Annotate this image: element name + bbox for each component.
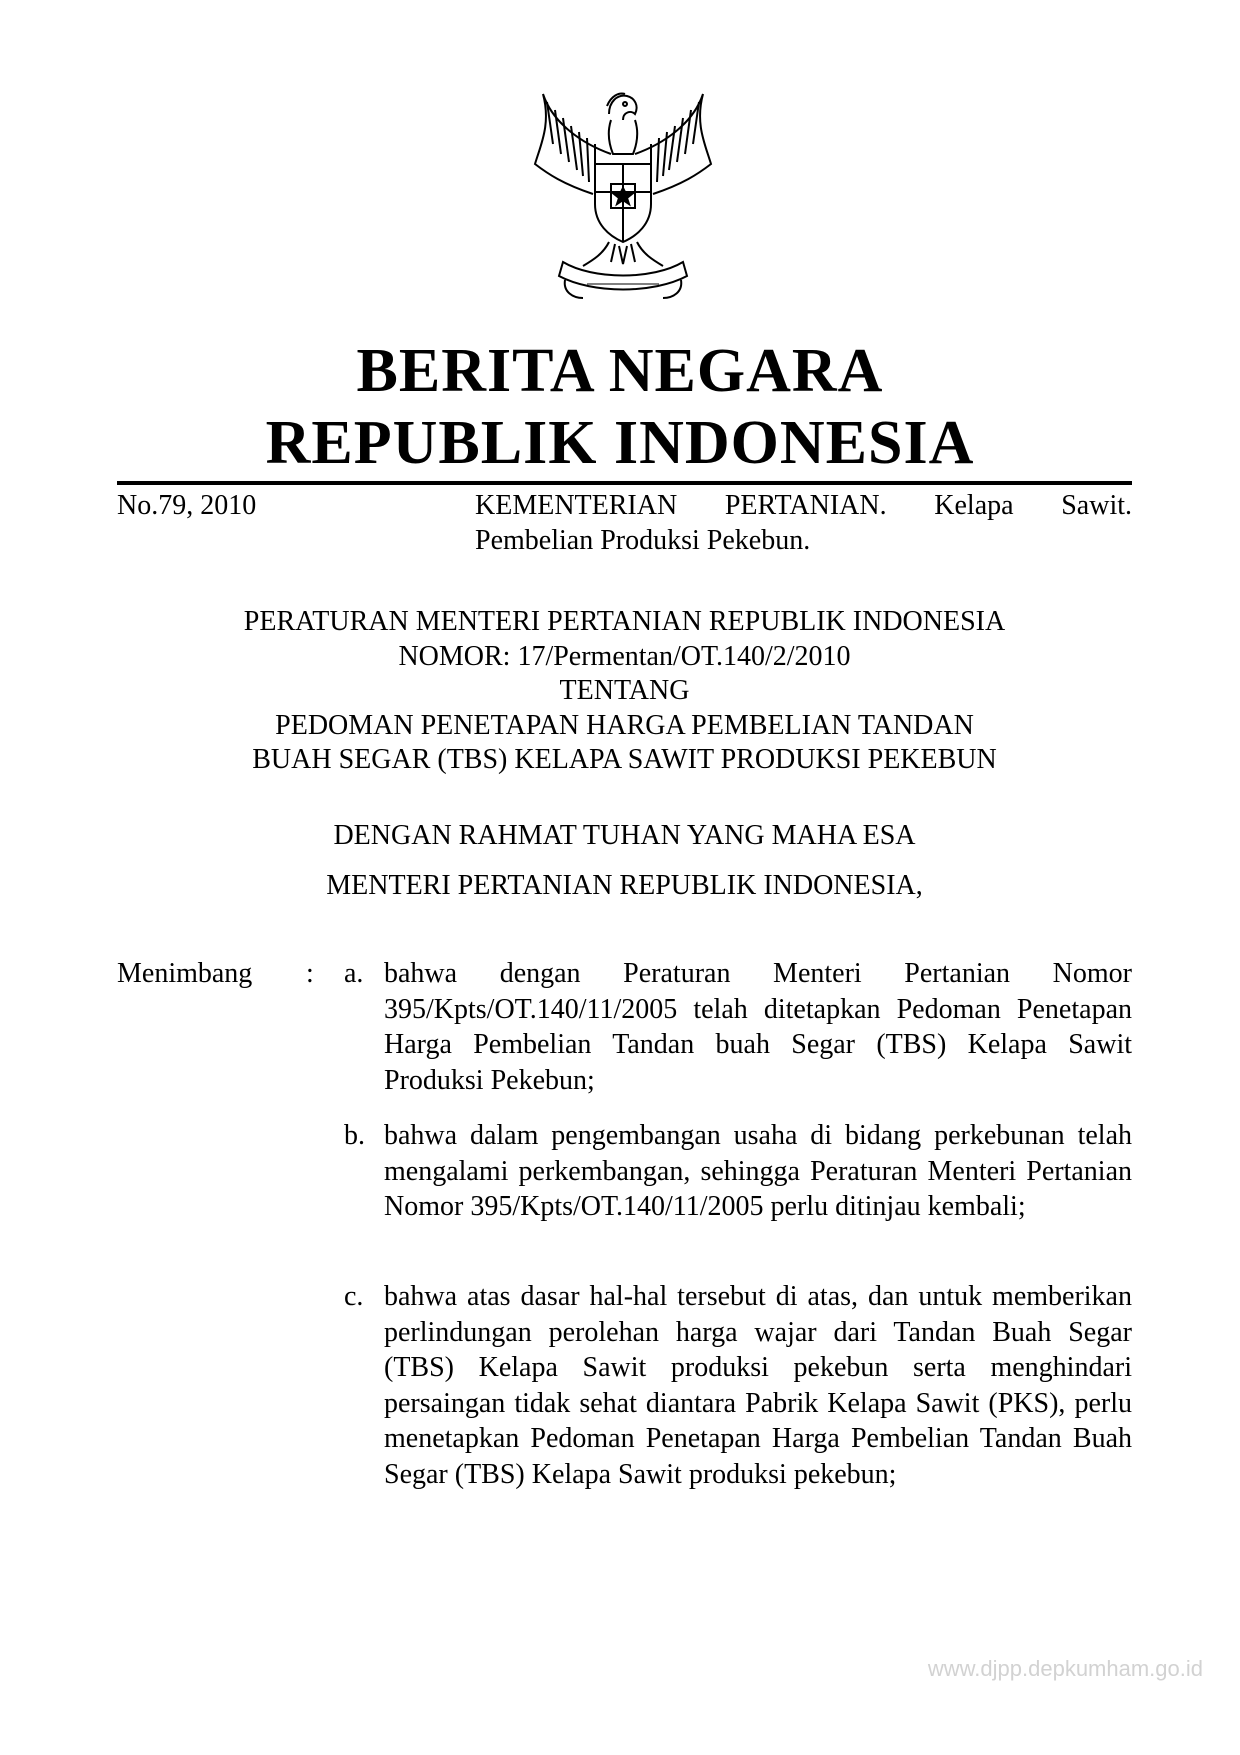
item-letter: c.: [344, 1281, 364, 1312]
opening-line: DENGAN RAHMAT TUHAN YANG MAHA ESA: [333, 820, 916, 851]
garuda-pancasila-emblem-icon: [523, 84, 723, 304]
subject-word: Sawit.: [1061, 490, 1132, 521]
masthead-title: BERITA NEGARA: [356, 337, 884, 405]
consideration-item: [344, 956, 1132, 1098]
gazette-number: No.79, 2010: [117, 490, 257, 521]
gazette-subject-line2: Pembelian Produksi Pekebun.: [475, 525, 811, 556]
regulation-title-line: TENTANG: [559, 675, 690, 706]
masthead-subtitle: REPUBLIK INDONESIA: [265, 409, 975, 477]
opening-formula: [117, 811, 1132, 911]
subject-word: PERTANIAN.: [724, 490, 887, 521]
item-letter: b.: [344, 1120, 365, 1151]
item-text: bahwa atas dasar hal-hal tersebut di atas, dan untuk memberikan perlindungan perolehan harga wajar dari Tandan Buah Segar (TBS) Kelapa Sawit produksi pekebun serta menghindari persaingan tidak sehat diantara Pabrik Kelapa Sawit (PKS), perlu menetapkan Pedoman Penetapan Harga Pembelian Tandan Buah Segar (TBS) Kelapa Sawit produksi pekebun;: [384, 1281, 1132, 1490]
regulation-title-line: BUAH SEGAR (TBS) KELAPA SAWIT PRODUKSI PEKEBUN: [252, 744, 997, 775]
subject-word: Kelapa: [934, 490, 1014, 521]
regulation-number: NOMOR: 17/Permentan/OT.140/2/2010: [398, 640, 851, 672]
item-text: bahwa dengan Peraturan Menteri Pertanian Nomor 395/Kpts/OT.140/11/2005 telah ditetapkan Pedoman Penetapan Harga Pembelian Tandan buah Segar (TBS) Kelapa Sawit Produksi Pekebun;: [384, 958, 1132, 1096]
menimbang-label: Menimbang: [117, 958, 253, 989]
regulation-title: [117, 605, 1132, 778]
header-divider: [117, 481, 1132, 485]
item-text: bahwa dalam pengembangan usaha di bidang perkebunan telah mengalami perkembangan, sehingga Peraturan Menteri Pertanian Nomor 395/Kpts/OT.140/11/2005 perlu ditinjau kembali;: [384, 1120, 1132, 1222]
watermark: www.djpp.depkumham.go.id: [927, 1656, 1203, 1681]
opening-line: MENTERI PERTANIAN REPUBLIK INDONESIA,: [326, 870, 923, 901]
regulation-title-line: PEDOMAN PENETAPAN HARGA PEMBELIAN TANDAN: [275, 709, 974, 741]
consideration-item: [344, 1279, 1132, 1492]
subject-word: KEMENTERIAN: [475, 490, 678, 521]
consideration-item: [344, 1118, 1132, 1225]
gazette-subject: [475, 488, 1132, 558]
regulation-title-line: PERATURAN MENTERI PERTANIAN REPUBLIK INDONESIA: [243, 606, 1006, 637]
menimbang-colon: :: [306, 958, 314, 989]
item-letter: a.: [344, 958, 364, 989]
gazette-subject-line1: [475, 488, 1132, 523]
